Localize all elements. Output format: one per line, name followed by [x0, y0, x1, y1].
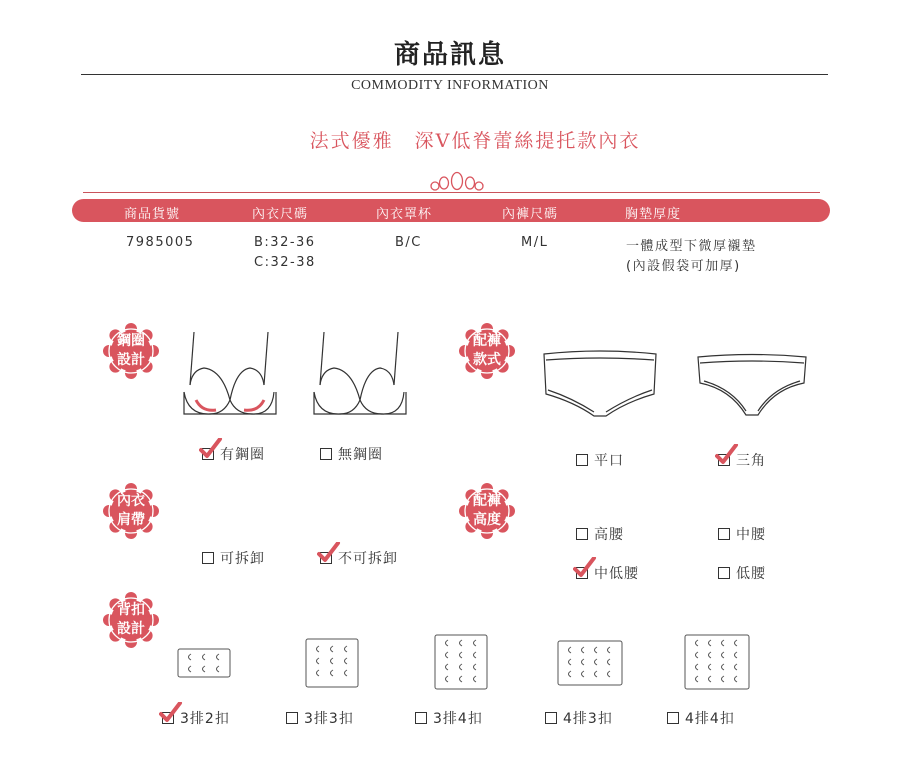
ornament-line [83, 192, 820, 193]
option-without-wire[interactable] [320, 444, 383, 464]
hook-4x3-icon [557, 640, 623, 686]
option-label: 4排3扣 [563, 711, 613, 727]
check-icon [715, 444, 739, 466]
option-hook-3x2[interactable] [162, 708, 230, 728]
bra-size-c: C:32-38 [254, 255, 316, 270]
option-label: 3排3扣 [304, 711, 354, 727]
header-pad: 胸墊厚度 [625, 207, 682, 222]
checkbox-fixed-strap[interactable] [320, 552, 332, 564]
option-hook-3x3[interactable] [286, 708, 354, 728]
option-label: 3排4扣 [433, 711, 483, 727]
checkbox-hook-3x4[interactable] [415, 712, 427, 724]
option-label: 4排4扣 [685, 711, 735, 727]
option-low-rise[interactable] [718, 563, 766, 583]
hook-4x4-icon [684, 634, 750, 690]
checkbox-mid-rise[interactable] [718, 528, 730, 540]
pad-note: (內設假袋可加厚) [626, 259, 741, 274]
checkbox-boyshort[interactable] [576, 454, 588, 466]
hook-3x4-icon [434, 634, 488, 690]
title-divider [81, 74, 828, 75]
option-hook-4x4[interactable] [667, 708, 735, 728]
product-name: 法式優雅 深V低脊蕾絲提托款內衣 [309, 130, 641, 152]
option-high-rise[interactable] [576, 524, 624, 544]
badge-strap-label: 內衣 肩帶 [117, 493, 145, 528]
option-hook-3x4[interactable] [415, 708, 483, 728]
hook-3x3-icon [305, 638, 359, 688]
checkbox-without-wire[interactable] [320, 448, 332, 460]
option-label: 低腰 [736, 566, 766, 582]
option-boyshort[interactable] [576, 450, 624, 470]
badge-panty-style-label: 配褲 款式 [473, 333, 501, 368]
header-item-no: 商品貨號 [124, 207, 181, 222]
checkbox-low-rise[interactable] [718, 567, 730, 579]
checkbox-hook-4x3[interactable] [545, 712, 557, 724]
boyshort-panty-icon [540, 350, 660, 420]
check-icon [159, 702, 183, 724]
checkbox-mid-low-rise[interactable] [576, 567, 588, 579]
check-icon [199, 438, 223, 460]
option-brief[interactable] [718, 450, 766, 470]
option-fixed-strap[interactable] [320, 548, 398, 568]
option-label: 平口 [594, 453, 624, 469]
header-cup: 內衣罩杯 [376, 207, 433, 222]
option-detachable-strap[interactable] [202, 548, 265, 568]
checkbox-hook-3x3[interactable] [286, 712, 298, 724]
lace-ornament-icon [425, 170, 489, 194]
item-number: 7985005 [126, 235, 195, 250]
option-with-wire[interactable] [202, 444, 265, 464]
badge-hook-label: 背扣 設計 [117, 602, 145, 637]
option-label: 中腰 [736, 527, 766, 543]
option-mid-low-rise[interactable] [576, 563, 639, 583]
option-label: 可拆卸 [220, 551, 265, 567]
option-label: 中低腰 [594, 566, 639, 582]
brief-panty-icon [696, 353, 808, 417]
checkbox-brief[interactable] [718, 454, 730, 466]
hook-3x2-icon [177, 648, 231, 678]
badge-wire-label: 鋼圈 設計 [117, 333, 145, 368]
option-label: 三角 [736, 453, 766, 469]
page-subtitle: COMMODITY INFORMATION [351, 78, 549, 93]
option-label: 無鋼圈 [338, 447, 383, 463]
checkbox-high-rise[interactable] [576, 528, 588, 540]
option-mid-rise[interactable] [718, 524, 766, 544]
cup-value: B/C [395, 235, 422, 250]
option-label: 高腰 [594, 527, 624, 543]
bra-size-b: B:32-36 [254, 235, 316, 250]
option-label: 3排2扣 [180, 711, 230, 727]
pad-thickness: 一體成型下微厚襯墊 [626, 239, 757, 254]
option-label: 不可拆卸 [338, 551, 398, 567]
check-icon [317, 542, 341, 564]
option-label: 有鋼圈 [220, 447, 265, 463]
page-title: 商品訊息 [393, 40, 506, 70]
checkbox-detachable-strap[interactable] [202, 552, 214, 564]
check-icon [573, 557, 597, 579]
checkbox-with-wire[interactable] [202, 448, 214, 460]
underwire-bra-icon [180, 330, 280, 420]
header-bra-size: 內衣尺碼 [252, 207, 309, 222]
badge-panty-rise-label: 配褲 高度 [473, 493, 501, 528]
checkbox-hook-3x2[interactable] [162, 712, 174, 724]
wireless-bra-icon [310, 330, 410, 420]
header-panty-size: 內褲尺碼 [502, 207, 559, 222]
panty-size-value: M/L [521, 235, 549, 250]
option-hook-4x3[interactable] [545, 708, 613, 728]
spec-header-bar [72, 199, 830, 222]
checkbox-hook-4x4[interactable] [667, 712, 679, 724]
